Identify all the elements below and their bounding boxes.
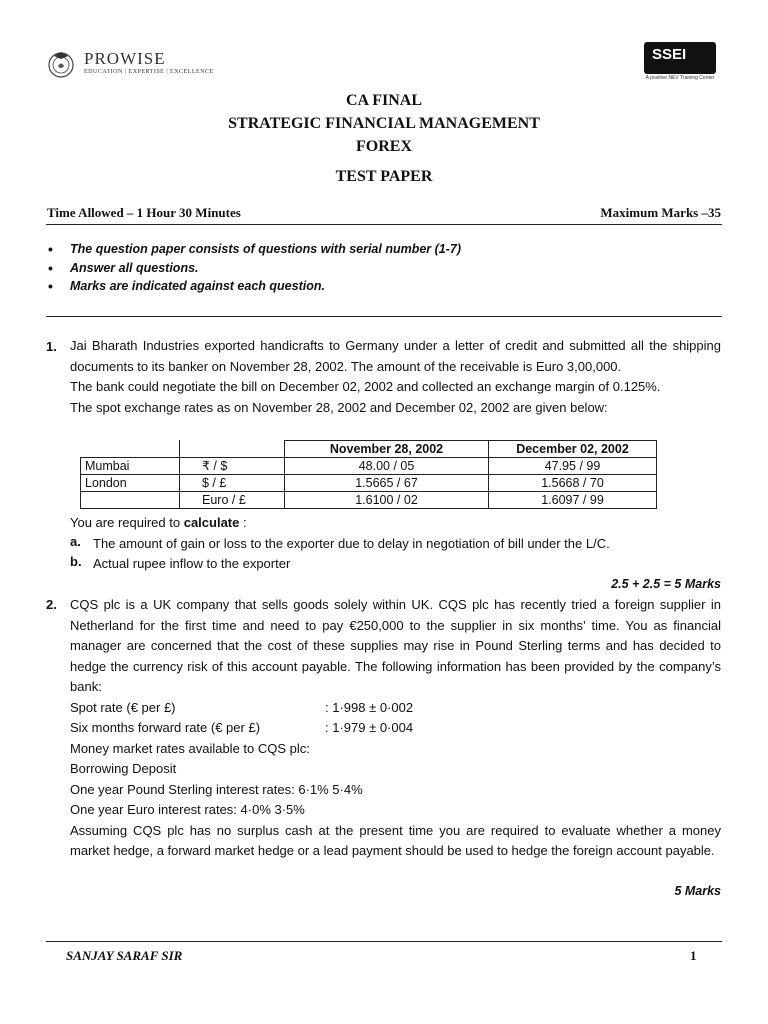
column-header: November 28, 2002 xyxy=(285,441,489,458)
ssei-logo-text: SSEI xyxy=(652,46,687,63)
required-text: : xyxy=(239,515,247,530)
brand-tagline: EDUCATION | EXPERTISE | EXCELLENCE xyxy=(84,69,214,75)
part-text: The amount of gain or loss to the exporter due to delay in negotiation of bill under the L/C. xyxy=(93,536,610,551)
footer-divider xyxy=(46,941,722,942)
table-row xyxy=(81,458,657,475)
question-1-line: The spot exchange rates as on November 28, 2002 and December 02, 2002 are given below: xyxy=(70,399,608,415)
part-text: Actual rupee inflow to the exporter xyxy=(93,556,291,571)
footer-author: SANJAY SARAF SIR xyxy=(66,948,183,963)
part-label: b. xyxy=(70,554,82,569)
prowise-logo xyxy=(46,46,214,82)
part-label: a. xyxy=(70,534,81,549)
required-keyword: calculate xyxy=(183,515,240,530)
rate-label: Spot rate (€ per £) xyxy=(70,699,176,715)
brand-name: PROWISE xyxy=(84,49,166,68)
table-cell xyxy=(81,492,180,509)
table-header-row xyxy=(81,441,657,458)
rate-value: : 1·998 ± 0·002 xyxy=(325,699,414,715)
table-cell: 1.5668 / 70 xyxy=(489,475,657,492)
question-2-line: Borrowing Deposit xyxy=(70,761,177,776)
table-cell: 1.5665 / 67 xyxy=(285,475,489,492)
question-1-intro: Jai Bharath Industries exported handicrafts to Germany under a letter of credit and submitted all the shipping documents to its banker on November 28, 2002. The amount of the receivable is Euro 3,00,000. xyxy=(70,338,721,374)
question-2-intro: CQS plc is a UK company that sells goods solely within UK. CQS plc has recently tried a foreign supplier in Netherland for the first time and need to pay €250,000 to the supplier in six months’ time. You as financial manager are concerned that the cost of these supplies may rise in Pound Sterling terms and has decided to hedge the currency risk of this account payable. The following information has been provided by the company’s bank: xyxy=(70,597,721,694)
question-1-marks: 2.5 + 2.5 = 5 Marks xyxy=(611,577,721,591)
table-cell: Euro / £ xyxy=(180,492,285,509)
instruction-item: • The question paper consists of questions with serial number (1-7) xyxy=(46,240,726,259)
exchange-rate-table xyxy=(80,440,657,509)
table-row xyxy=(81,492,657,509)
instruction-item: • Marks are indicated against each question. xyxy=(46,277,726,296)
question-1-body xyxy=(70,336,721,418)
required-text: You are required to xyxy=(70,515,184,530)
divider xyxy=(46,224,722,225)
question-2-line: One year Euro interest rates: 4·0% 3·5% xyxy=(70,802,305,817)
question-1-required xyxy=(70,513,721,534)
rate-value: : 1·979 ± 0·004 xyxy=(325,720,414,735)
divider xyxy=(46,316,722,317)
title-paper: TEST PAPER xyxy=(335,168,433,185)
question-2-line: One year Pound Sterling interest rates: 6·1% 5·4% xyxy=(70,781,363,797)
table-cell: $ / £ xyxy=(180,475,285,492)
spot-rate-line xyxy=(70,698,721,719)
table-cell: London xyxy=(81,475,180,492)
ssei-logo xyxy=(640,42,720,82)
title-subject: STRATEGIC FINANCIAL MANAGEMENT xyxy=(228,115,540,132)
instruction-item: • Answer all questions. xyxy=(46,259,726,278)
maximum-marks: Maximum Marks –35 xyxy=(600,205,721,220)
ssei-logo-subtitle: A positive NEV Training Center xyxy=(645,75,715,81)
question-2-body xyxy=(70,595,721,862)
table-cell: 47.95 / 99 xyxy=(489,458,657,475)
question-number: 1. xyxy=(46,339,57,354)
page-number: 1 xyxy=(690,948,697,963)
ssei-logo-box xyxy=(644,42,716,74)
table-cell xyxy=(81,441,180,458)
table-cell: Mumbai xyxy=(81,458,180,475)
forward-rate-line xyxy=(70,718,721,739)
table-cell xyxy=(180,441,285,458)
title-topic: FOREX xyxy=(356,138,412,155)
question-2-marks: 5 Marks xyxy=(674,884,721,898)
table-cell: 1.6100 / 02 xyxy=(285,492,489,509)
question-1-line: The bank could negotiate the bill on December 02, 2002 and collected an exchange margin of 0.125%. xyxy=(70,379,661,394)
prowise-emblem-icon xyxy=(46,48,76,80)
title-course: CA FINAL xyxy=(345,92,422,109)
question-2-closing: Assuming CQS plc has no surplus cash at the present time you are required to evaluate whether a money market hedge, a forward market hedge or a lead payment should be used to hedge the foreign account payable. xyxy=(70,822,721,858)
question-number: 2. xyxy=(46,597,57,612)
table-cell: 1.6097 / 99 xyxy=(489,492,657,509)
instruction-list xyxy=(46,240,726,296)
column-header: December 02, 2002 xyxy=(489,441,657,458)
table-row xyxy=(81,475,657,492)
question-2-line: Money market rates available to CQS plc: xyxy=(70,740,310,756)
table-cell: 48.00 / 05 xyxy=(285,458,489,475)
table-cell: ₹ / $ xyxy=(180,458,285,475)
rate-label: Six months forward rate (€ per £) xyxy=(70,720,261,735)
time-allowed: Time Allowed – 1 Hour 30 Minutes xyxy=(47,205,241,220)
